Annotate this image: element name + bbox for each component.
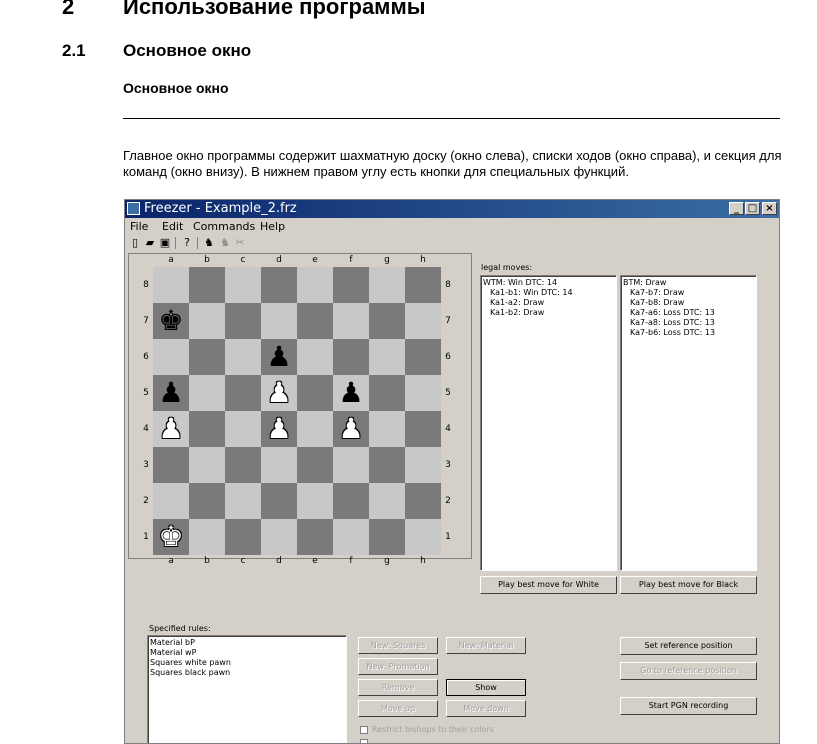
rank-label: 8	[445, 280, 451, 290]
divider	[123, 118, 780, 119]
square-f7[interactable]	[333, 303, 369, 339]
new-file-icon[interactable]: ▯	[131, 236, 139, 249]
list-item[interactable]: Ka1-b1: Win DTC: 14	[490, 288, 573, 297]
square-b7[interactable]	[189, 303, 225, 339]
goto-reference-button[interactable]: Go to reference position	[620, 662, 757, 680]
save-icon[interactable]: ▣	[159, 236, 171, 249]
restrict-bishops-label: Restrict bishops to their colors	[372, 725, 494, 734]
square-c2[interactable]	[225, 483, 261, 519]
legal-moves-label: legal moves:	[481, 263, 533, 272]
square-c3[interactable]	[225, 447, 261, 483]
file-label: e	[312, 556, 318, 566]
list-item[interactable]: Material wP	[150, 648, 197, 657]
menu-bar	[125, 219, 779, 235]
file-label: b	[204, 255, 210, 265]
square-e1[interactable]	[297, 519, 333, 555]
square-a3[interactable]	[153, 447, 189, 483]
remove-button[interactable]: Remove	[358, 679, 438, 696]
file-label: a	[168, 556, 174, 566]
square-d8[interactable]	[261, 267, 297, 303]
list-item[interactable]: Ka7-b8: Draw	[630, 298, 685, 307]
square-c4[interactable]	[225, 411, 261, 447]
list-item[interactable]: Ka7-a6: Loss DTC: 13	[630, 308, 715, 317]
square-g1[interactable]	[369, 519, 405, 555]
app-window	[124, 199, 780, 744]
file-label: b	[204, 556, 210, 566]
square-e5[interactable]	[297, 375, 333, 411]
rank-label: 3	[143, 460, 149, 470]
rank-label: 4	[143, 424, 149, 434]
square-g6[interactable]	[369, 339, 405, 375]
minimize-button[interactable]: _	[729, 202, 744, 215]
file-label: f	[349, 255, 353, 265]
square-c6[interactable]	[225, 339, 261, 375]
second-checkbox[interactable]	[360, 739, 368, 744]
open-folder-icon[interactable]: ▰	[145, 236, 155, 249]
square-a6[interactable]	[153, 339, 189, 375]
new-squares-button[interactable]: New: Squares	[358, 637, 438, 654]
file-label: g	[384, 255, 390, 265]
square-h4[interactable]	[405, 411, 441, 447]
board-panel	[128, 253, 472, 566]
square-c5[interactable]	[225, 375, 261, 411]
show-button[interactable]: Show	[446, 679, 526, 696]
square-b6[interactable]	[189, 339, 225, 375]
square-g4[interactable]	[369, 411, 405, 447]
square-d1[interactable]	[261, 519, 297, 555]
close-button[interactable]: ×	[762, 202, 777, 215]
square-d7[interactable]	[261, 303, 297, 339]
toolbar-separator	[197, 237, 198, 249]
rank-label: 1	[445, 532, 451, 542]
rank-label: 5	[445, 388, 451, 398]
set-reference-button[interactable]: Set reference position	[620, 637, 757, 655]
section-title: Использование программы	[123, 0, 426, 19]
square-e8[interactable]	[297, 267, 333, 303]
toolbar-separator	[175, 237, 176, 249]
square-c7[interactable]	[225, 303, 261, 339]
square-h5[interactable]	[405, 375, 441, 411]
play-best-white-button[interactable]: Play best move for White	[480, 576, 617, 594]
body-paragraph: Главное окно программы содержит шахматную доску (окно слева), списки ходов (окно справа), и секция для команд (окно внизу). В нижнем правом углу есть кнопки для специальных функций.	[123, 148, 782, 179]
black-pawn-icon[interactable]: ♟	[338, 376, 364, 409]
white-pawn-icon[interactable]: ♟	[266, 412, 292, 445]
subsection-number: 2.1	[62, 41, 86, 60]
rank-label: 3	[445, 460, 451, 470]
restrict-bishops-checkbox[interactable]	[360, 726, 368, 734]
title-bar[interactable]	[125, 200, 779, 218]
rank-label: 2	[445, 496, 451, 506]
white-moves-list[interactable]	[480, 275, 617, 571]
rank-label: 6	[445, 352, 451, 362]
square-g5[interactable]	[369, 375, 405, 411]
square-b8[interactable]	[189, 267, 225, 303]
menu-edit[interactable]: Edit	[162, 220, 184, 233]
play-best-black-button[interactable]: Play best move for Black	[620, 576, 757, 594]
square-a2[interactable]	[153, 483, 189, 519]
rank-label: 5	[143, 388, 149, 398]
file-label: h	[420, 255, 426, 265]
square-d3[interactable]	[261, 447, 297, 483]
menu-file[interactable]: File	[130, 220, 149, 233]
rank-label: 8	[143, 280, 149, 290]
square-h8[interactable]	[405, 267, 441, 303]
square-b2[interactable]	[189, 483, 225, 519]
file-label: g	[384, 556, 390, 566]
square-h2[interactable]	[405, 483, 441, 519]
move-down-button[interactable]: Move down	[446, 700, 526, 717]
list-item[interactable]: Ka7-b7: Draw	[630, 288, 685, 297]
square-e2[interactable]	[297, 483, 333, 519]
square-e3[interactable]	[297, 447, 333, 483]
new-promotion-button[interactable]: New: Promotion	[358, 658, 438, 675]
file-label: e	[312, 255, 318, 265]
list-item[interactable]: Ka7-b6: Loss DTC: 13	[630, 328, 716, 337]
chess-board[interactable]	[153, 267, 441, 555]
menu-help[interactable]: Help	[260, 220, 286, 233]
square-h3[interactable]	[405, 447, 441, 483]
square-f3[interactable]	[333, 447, 369, 483]
file-label: c	[240, 255, 246, 265]
square-c8[interactable]	[225, 267, 261, 303]
square-c1[interactable]	[225, 519, 261, 555]
figure-heading: Основное окно	[123, 80, 229, 96]
square-e6[interactable]	[297, 339, 333, 375]
square-b5[interactable]	[189, 375, 225, 411]
white-pawn-icon[interactable]: ♟	[338, 412, 364, 445]
square-d2[interactable]	[261, 483, 297, 519]
file-label: d	[276, 556, 282, 566]
square-f8[interactable]	[333, 267, 369, 303]
rank-label: 1	[143, 532, 149, 542]
black-king-icon[interactable]: ♚	[158, 304, 184, 337]
rank-label: 7	[445, 316, 451, 326]
black-moves-list[interactable]	[620, 275, 757, 571]
list-item[interactable]: WTM: Win DTC: 14	[483, 278, 558, 287]
file-label: h	[420, 556, 426, 566]
square-f2[interactable]	[333, 483, 369, 519]
square-e4[interactable]	[297, 411, 333, 447]
black-pawn-icon[interactable]: ♟	[266, 340, 292, 373]
rank-label: 6	[143, 352, 149, 362]
file-label: c	[240, 556, 246, 566]
tool-disabled-icon[interactable]: ✂	[235, 236, 245, 249]
square-e7[interactable]	[297, 303, 333, 339]
app-icon	[127, 202, 140, 215]
list-item[interactable]: Squares black pawn	[150, 668, 231, 677]
square-g8[interactable]	[369, 267, 405, 303]
list-item[interactable]: BTM: Draw	[623, 278, 667, 287]
rank-label: 7	[143, 316, 149, 326]
square-a8[interactable]	[153, 267, 189, 303]
list-item[interactable]: Ka7-a8: Loss DTC: 13	[630, 318, 715, 327]
toolbar	[125, 235, 779, 251]
menu-commands[interactable]: Commands	[193, 220, 256, 233]
square-g2[interactable]	[369, 483, 405, 519]
rank-label: 4	[445, 424, 451, 434]
square-f1[interactable]	[333, 519, 369, 555]
list-item[interactable]: Squares white pawn	[150, 658, 231, 667]
white-pawn-icon[interactable]: ♟	[158, 412, 184, 445]
file-label: d	[276, 255, 282, 265]
start-pgn-button[interactable]: Start PGN recording	[620, 697, 757, 715]
list-item[interactable]: Ka1-a2: Draw	[490, 298, 545, 307]
rank-label: 2	[143, 496, 149, 506]
black-pawn-icon[interactable]: ♟	[158, 376, 184, 409]
maximize-button[interactable]: □	[745, 202, 760, 215]
list-item[interactable]: Ka1-b2: Draw	[490, 308, 545, 317]
section-number: 2	[62, 0, 75, 19]
square-b3[interactable]	[189, 447, 225, 483]
list-item[interactable]: Material bP	[150, 638, 195, 647]
square-b1[interactable]	[189, 519, 225, 555]
rules-list[interactable]	[147, 635, 347, 744]
square-h7[interactable]	[405, 303, 441, 339]
move-up-button[interactable]: Move up	[358, 700, 438, 717]
knight-icon[interactable]: ♞	[204, 236, 214, 249]
square-h1[interactable]	[405, 519, 441, 555]
window-title: Freezer - Example_2.frz	[144, 201, 297, 216]
rules-label: Specified rules:	[149, 624, 211, 633]
square-h6[interactable]	[405, 339, 441, 375]
help-icon[interactable]: ?	[184, 236, 190, 249]
white-pawn-icon[interactable]: ♟	[266, 376, 292, 409]
new-material-button[interactable]: New: Material	[446, 637, 526, 654]
square-g7[interactable]	[369, 303, 405, 339]
square-f6[interactable]	[333, 339, 369, 375]
square-g3[interactable]	[369, 447, 405, 483]
file-label: a	[168, 255, 174, 265]
file-label: f	[349, 556, 353, 566]
subsection-title: Основное окно	[123, 41, 252, 60]
square-b4[interactable]	[189, 411, 225, 447]
white-king-icon[interactable]: ♚	[158, 520, 184, 553]
knight-disabled-icon[interactable]: ♞	[220, 236, 230, 249]
